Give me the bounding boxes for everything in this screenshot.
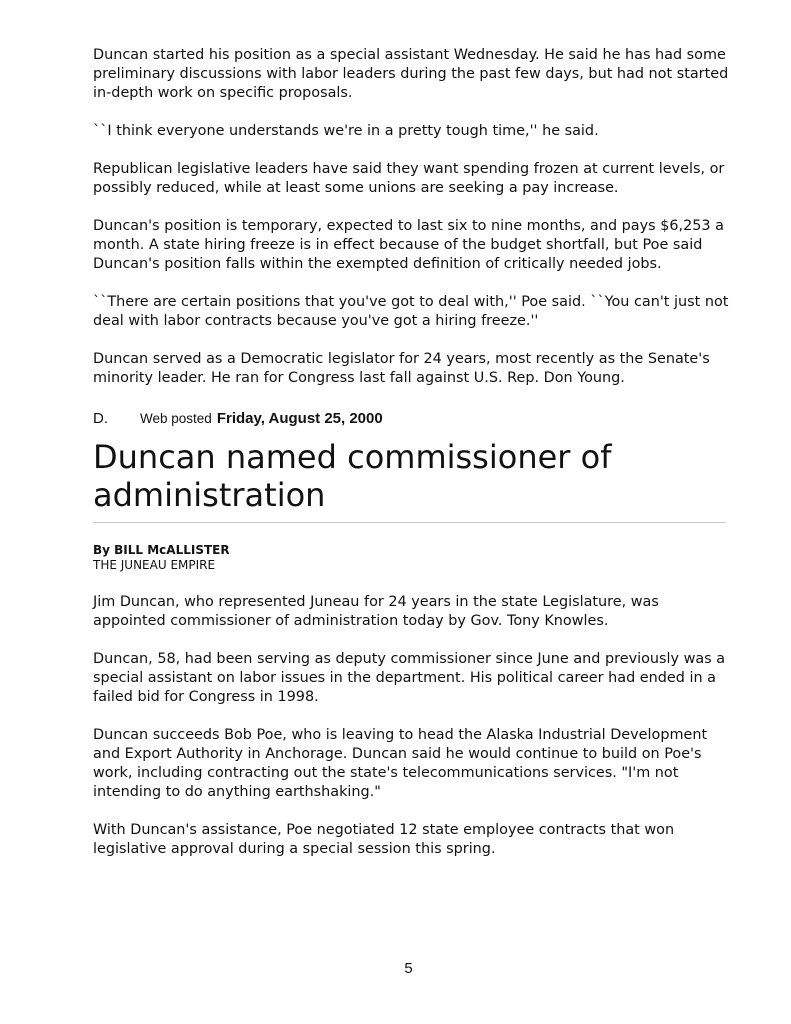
body-paragraph: Duncan's position is temporary, expected to last six to nine months, and pays $6,253 a month. A state hiring freeze is in effect because of the budget shortfall, but Poe said Duncan's position falls within the exempted definition of critically needed jobs.: [93, 218, 724, 272]
body-paragraph: Duncan served as a Democratic legislator for 24 years, most recently as the Senate's minority leader. He ran for Congress last fall against U.S. Rep. Don Young.: [93, 351, 710, 386]
headline-divider: [93, 522, 726, 523]
body-paragraph: Republican legislative leaders have said they want spending frozen at current levels, or possibly reduced, while at least some unions are seeking a pay increase.: [93, 161, 725, 196]
body-paragraph: ``I think everyone understands we're in a pretty tough time,'' he said.: [93, 123, 599, 139]
previous-article-continuation: [93, 46, 733, 388]
section-marker: D.: [93, 410, 108, 427]
body-paragraph: Jim Duncan, who represented Juneau for 24 years in the state Legislature, was appointed commissioner of administration today by Gov. Tony Knowles.: [93, 594, 659, 629]
body-paragraph: ``There are certain positions that you've got to deal with,'' Poe said. ``You can't just not deal with labor contracts because you've got a hiring freeze.'': [93, 294, 729, 329]
body-paragraph: Duncan, 58, had been serving as deputy commissioner since June and previously was a special assistant on labor issues in the department. His political career had ended in a failed bid for Congress in 1998.: [93, 651, 726, 705]
article-dateline: [93, 410, 733, 430]
article-headline: Duncan named commissioner of administration: [93, 438, 612, 514]
page-number: 5: [404, 960, 413, 977]
body-paragraph: With Duncan's assistance, Poe negotiated 12 state employee contracts that won legislative approval during a special session this spring.: [93, 822, 675, 857]
body-paragraph: Duncan succeeds Bob Poe, who is leaving to head the Alaska Industrial Development and Export Authority in Anchorage. Duncan said he would continue to build on Poe's work, including contracting out the state's telecommunications services. "I'm not intending to do anything earthshaking.": [93, 727, 708, 800]
posted-date: Friday, August 25, 2000: [216, 410, 383, 427]
publication-name: THE JUNEAU EMPIRE: [93, 558, 216, 572]
web-posted-label: Web posted: [140, 411, 212, 426]
article-body: [93, 593, 733, 859]
author-name: By BILL McALLISTER: [93, 543, 230, 557]
body-paragraph: Duncan started his position as a special assistant Wednesday. He said he has had some preliminary discussions with labor leaders during the past few days, but had not started in-depth work on specific proposals.: [93, 47, 729, 101]
byline: [93, 543, 733, 573]
document-page: [93, 46, 733, 878]
